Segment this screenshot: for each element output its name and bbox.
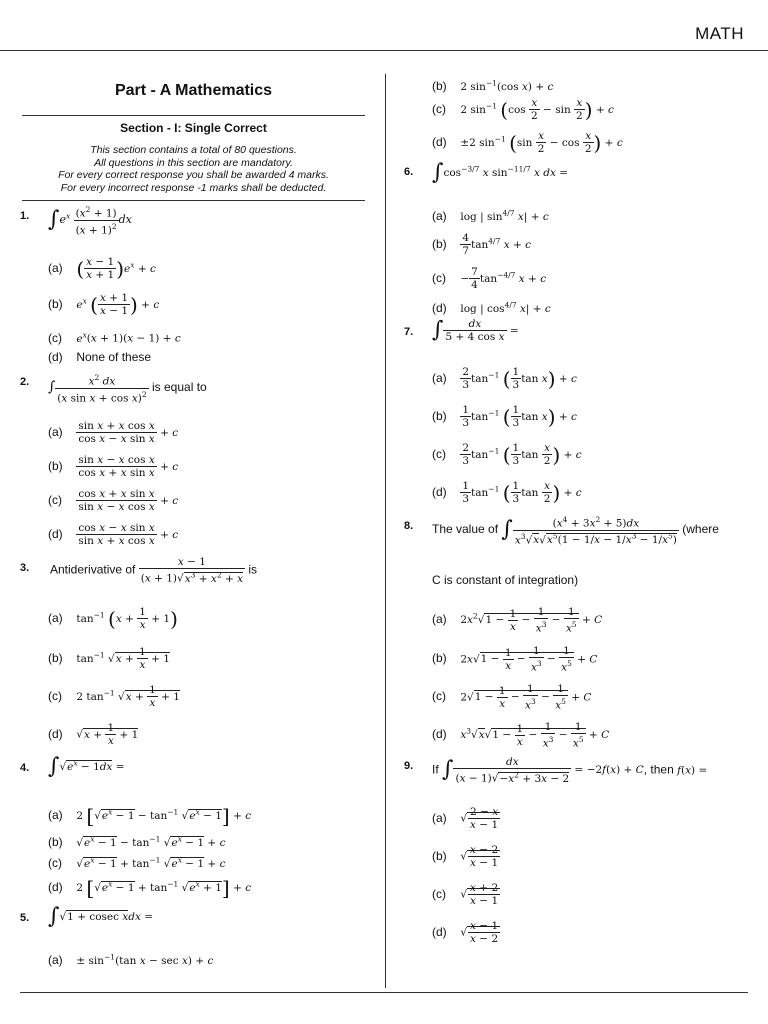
- option-3c[interactable]: (c) 2 $\tan^{-1} √x$ + $\frac{1}{x}$ + 1: [48, 684, 180, 709]
- option-label: (c): [432, 886, 446, 901]
- option-2a[interactable]: (a) $\frac{\text{sin x + x cos x}}{\text{cos x − x sin x}}$ + c: [48, 420, 179, 445]
- option-label: (b): [48, 650, 63, 665]
- option-8b[interactable]: (b) 2x√1 − $\frac{1}{x}$ − $\frac{1}{x^3}$ − $\frac{1}{x^5}$ + C: [432, 645, 598, 674]
- option-label: (c): [432, 446, 446, 461]
- option-label: (b): [432, 651, 447, 666]
- question-8: The value of ∫ $\frac{(x^4 + 3x^2 + 5)dx}{x^3√x√x^5(1 - 1/x - 1/x^3 - 1/x^5)}$ (where: [432, 515, 719, 546]
- option-label: (b): [432, 848, 447, 863]
- part-title: Part - A Mathematics: [114, 82, 273, 99]
- option-2b[interactable]: (b) $\frac{\text{sin x − x cos x}}{\text{cos x + x sin x}}$ + c: [48, 454, 179, 479]
- option-label: (d): [48, 350, 63, 364]
- option-label: (c): [432, 270, 446, 285]
- option-label: (a): [48, 260, 63, 275]
- option-label: (b): [48, 296, 63, 311]
- option-label: (c): [48, 855, 62, 870]
- option-label: (a): [432, 370, 447, 385]
- option-8d[interactable]: (d) $x^3√x√1$ − $\frac{1}{x}$ − $\frac{1}{x^3}$ − $\frac{1}{x^5}$ + C: [432, 721, 610, 750]
- option-label: (d): [432, 924, 447, 939]
- option-6d[interactable]: (d) log | $\cos^{4/7} x| + c$: [432, 300, 551, 315]
- instruction-line: All questions in this section are mandatory.: [94, 156, 293, 169]
- option-label: (c): [48, 688, 62, 703]
- option-2c[interactable]: (c) $\frac{\text{cos x + x sin x}}{\text{sin x − x cos x}}$ + c: [48, 488, 179, 513]
- option-label: (c): [48, 330, 62, 345]
- instruction-line: This section contains a total of 80 questions.: [90, 144, 297, 156]
- option-label: (a): [432, 208, 447, 223]
- option-1d[interactable]: [48, 350, 151, 364]
- question-text: is equal to: [152, 380, 207, 394]
- option-2d[interactable]: (d) $\frac{\text{cos x − x sin x}}{\text{sin x + x cos x}}$ + c: [48, 522, 179, 547]
- option-label: (b): [432, 236, 447, 251]
- instruction-line: For every incorrect response -1 marks shall be deducted.: [60, 181, 327, 194]
- option-9b[interactable]: (b) √ $\frac{x - 2}{x - 1}$: [432, 844, 499, 869]
- option-label: (d): [432, 727, 447, 742]
- option-7a[interactable]: (a) $\frac{2}{3}$ $\tan^{-1}$ ( $\frac{1}{3}$ tan x) + c: [432, 366, 577, 391]
- question-8-line2: C is constant of integration): [432, 573, 579, 587]
- option-4b[interactable]: (b) $√e^x - 1 - \tan^{-1} √e^x - 1 + c$: [48, 834, 226, 849]
- option-5c[interactable]: (c) 2 $\sin^{-1} (\cos$ $\frac{x}{2}$ − sin $\frac{x}{2}$ ) + c: [432, 97, 614, 122]
- question-text: If: [432, 762, 439, 777]
- question-9: If ∫ $\frac{dx}{(x - 1)√-x^2 + 3x - 2}$ = −2f(x) + C, then f(x) =: [432, 756, 708, 785]
- question-number: 1.: [20, 210, 30, 222]
- option-9c[interactable]: (c) √ $\frac{x + 2}{x - 1}$: [432, 882, 499, 907]
- question-5-expression: ∫√1 + cosec xdx =: [48, 904, 154, 929]
- section-rule-top: [22, 115, 365, 116]
- subject-label: MATH: [695, 24, 744, 43]
- option-label: (a): [48, 610, 63, 625]
- question-text: The value of: [432, 522, 499, 536]
- column-divider: [385, 74, 386, 988]
- option-8c[interactable]: (c) 2√1 − $\frac{1}{x}$ − $\frac{1}{x^3}$ − $\frac{1}{x^5}$ + C: [432, 683, 592, 712]
- option-3a[interactable]: (a) $\tan^{-1} (x$ + $\frac{1}{x}$ + 1): [48, 606, 178, 631]
- question-1-expression: $\int e^x$ $\frac{(x^2 + 1)}{(x + 1)^2}$ dx: [48, 205, 132, 236]
- option-label: (a): [432, 810, 447, 825]
- option-label: (d): [432, 484, 447, 499]
- option-5d[interactable]: (d) ±2 $\sin^{-1} (\sin$ $\frac{x}{2}$ − cos $\frac{x}{2}$ ) + c: [432, 130, 623, 155]
- section-rule-bottom: [22, 200, 365, 201]
- option-label: (b): [48, 834, 63, 849]
- option-9d[interactable]: (d) √ $\frac{x - 1}{x - 2}$: [432, 920, 499, 945]
- option-6c[interactable]: (c) − $\frac{7}{4}$ $\tan^{-4/7} x + c$: [432, 266, 547, 291]
- option-label: (d): [432, 300, 447, 315]
- option-9a[interactable]: (a) √ $\frac{2 - x}{x - 1}$: [432, 806, 499, 831]
- option-4d[interactable]: (d) 2 $[√e^x - 1 + \tan^{-1} √e^x + 1] + c$: [48, 876, 252, 900]
- question-text-after: (where: [682, 522, 719, 536]
- option-label: (c): [48, 492, 62, 507]
- option-label: (c): [432, 101, 446, 116]
- option-label: (a): [48, 952, 63, 967]
- option-label: (d): [48, 526, 63, 541]
- option-7b[interactable]: (b) $\frac{1}{3}$ $\tan^{-1}$ ( $\frac{1}{3}$ tan x) + c: [432, 404, 577, 429]
- header-rule: [0, 50, 768, 51]
- question-number: 4.: [20, 762, 30, 774]
- question-6-expression: $\int\cos^{-3/7}$ x $\sin^{-11/7} x$ dx =: [432, 160, 569, 185]
- option-label: (a): [48, 424, 63, 439]
- option-label: (d): [48, 726, 63, 741]
- question-number: 7.: [404, 326, 414, 338]
- question-2: ∫ $\frac{x^2 dx}{(x \sin x + \cos x)^2}$ is equal to: [48, 373, 207, 404]
- option-5a[interactable]: $(a) \pm \sin^{-1}(\tan$ x − sec x) + c: [48, 952, 214, 967]
- question-4-expression: $\int√e^x - 1dx$ =: [48, 754, 125, 779]
- instruction-line: For every correct response you shall be awarded 4 marks.: [58, 169, 329, 182]
- question-text: Antiderivative of: [50, 562, 136, 577]
- option-label: (b): [432, 78, 447, 93]
- question-number: 2.: [20, 376, 30, 388]
- option-7d[interactable]: (d) $\frac{1}{3}$ $\tan^{-1}$ ( $\frac{1}{3}$ tan $\frac{x}{2}$ ) + c: [432, 480, 582, 505]
- option-label: (b): [48, 458, 63, 473]
- question-number: 5.: [20, 912, 30, 924]
- option-label: (d): [48, 880, 63, 894]
- question-number: 9.: [404, 760, 414, 772]
- option-label: (a): [432, 612, 447, 627]
- option-1c[interactable]: (c) $e^x(x + 1)(x - 1) + c$: [48, 330, 181, 345]
- question-3: Antiderivative of $\frac{x - 1}{(x + 1)√x^3 + x^2 + x}$ is: [50, 556, 258, 585]
- option-6b[interactable]: (b) $\frac{4}{7}$ $\tan^{4/7} x + c$: [432, 232, 531, 257]
- option-5b[interactable]: (b) 2 $\sin^{-1}(\cos$ x) + c: [432, 78, 554, 93]
- instructions: [22, 144, 365, 194]
- question-text-after: is: [248, 562, 258, 577]
- question-text-after: , then: [643, 762, 674, 777]
- question-number: 3.: [20, 562, 30, 574]
- option-label: (d): [432, 134, 447, 149]
- option-1b[interactable]: (b) $e^x$ ( $\frac{x + 1}{x - 1}$ ) + c: [48, 292, 160, 317]
- option-7c[interactable]: (c) $\frac{2}{3}$ $\tan^{-1}$ ( $\frac{1}{3}$ tan $\frac{x}{2}$ ) + c: [432, 442, 582, 467]
- option-label: (a): [48, 808, 63, 822]
- question-number: 6.: [404, 166, 414, 178]
- option-label: (b): [432, 408, 447, 423]
- footer-rule: [20, 992, 748, 993]
- question-7-expression: ∫ $\frac{dx}{\text{5 + 4 cos x}}$ =: [432, 317, 519, 343]
- option-3d[interactable]: (d) √x + $\frac{1}{x}$ + 1: [48, 722, 139, 747]
- option-4a[interactable]: (a) 2 $[√e^x - 1 - \tan^{-1} √e^x - 1] + c$: [48, 804, 252, 828]
- option-3b[interactable]: (b) $\tan^{-1} √x$ + $\frac{1}{x}$ + 1: [48, 646, 170, 671]
- option-label: (c): [432, 689, 446, 704]
- option-8a[interactable]: (a) $2x^2√1$ − $\frac{1}{x}$ − $\frac{1}{x^3}$ − $\frac{1}{x^5}$ + C: [432, 606, 603, 635]
- option-1a[interactable]: (a) ( $\frac{x - 1}{x + 1}$ )$e^x + c$: [48, 256, 156, 281]
- section-title: Section - I: Single Correct: [120, 121, 267, 135]
- question-number: 8.: [404, 520, 414, 532]
- option-text: None of these: [76, 350, 152, 364]
- option-4c[interactable]: (c) $√e^x - 1 + \tan^{-1} √e^x - 1 + c$: [48, 855, 226, 870]
- option-6a[interactable]: (a) log | $\sin^{4/7} x| + c$: [432, 208, 549, 223]
